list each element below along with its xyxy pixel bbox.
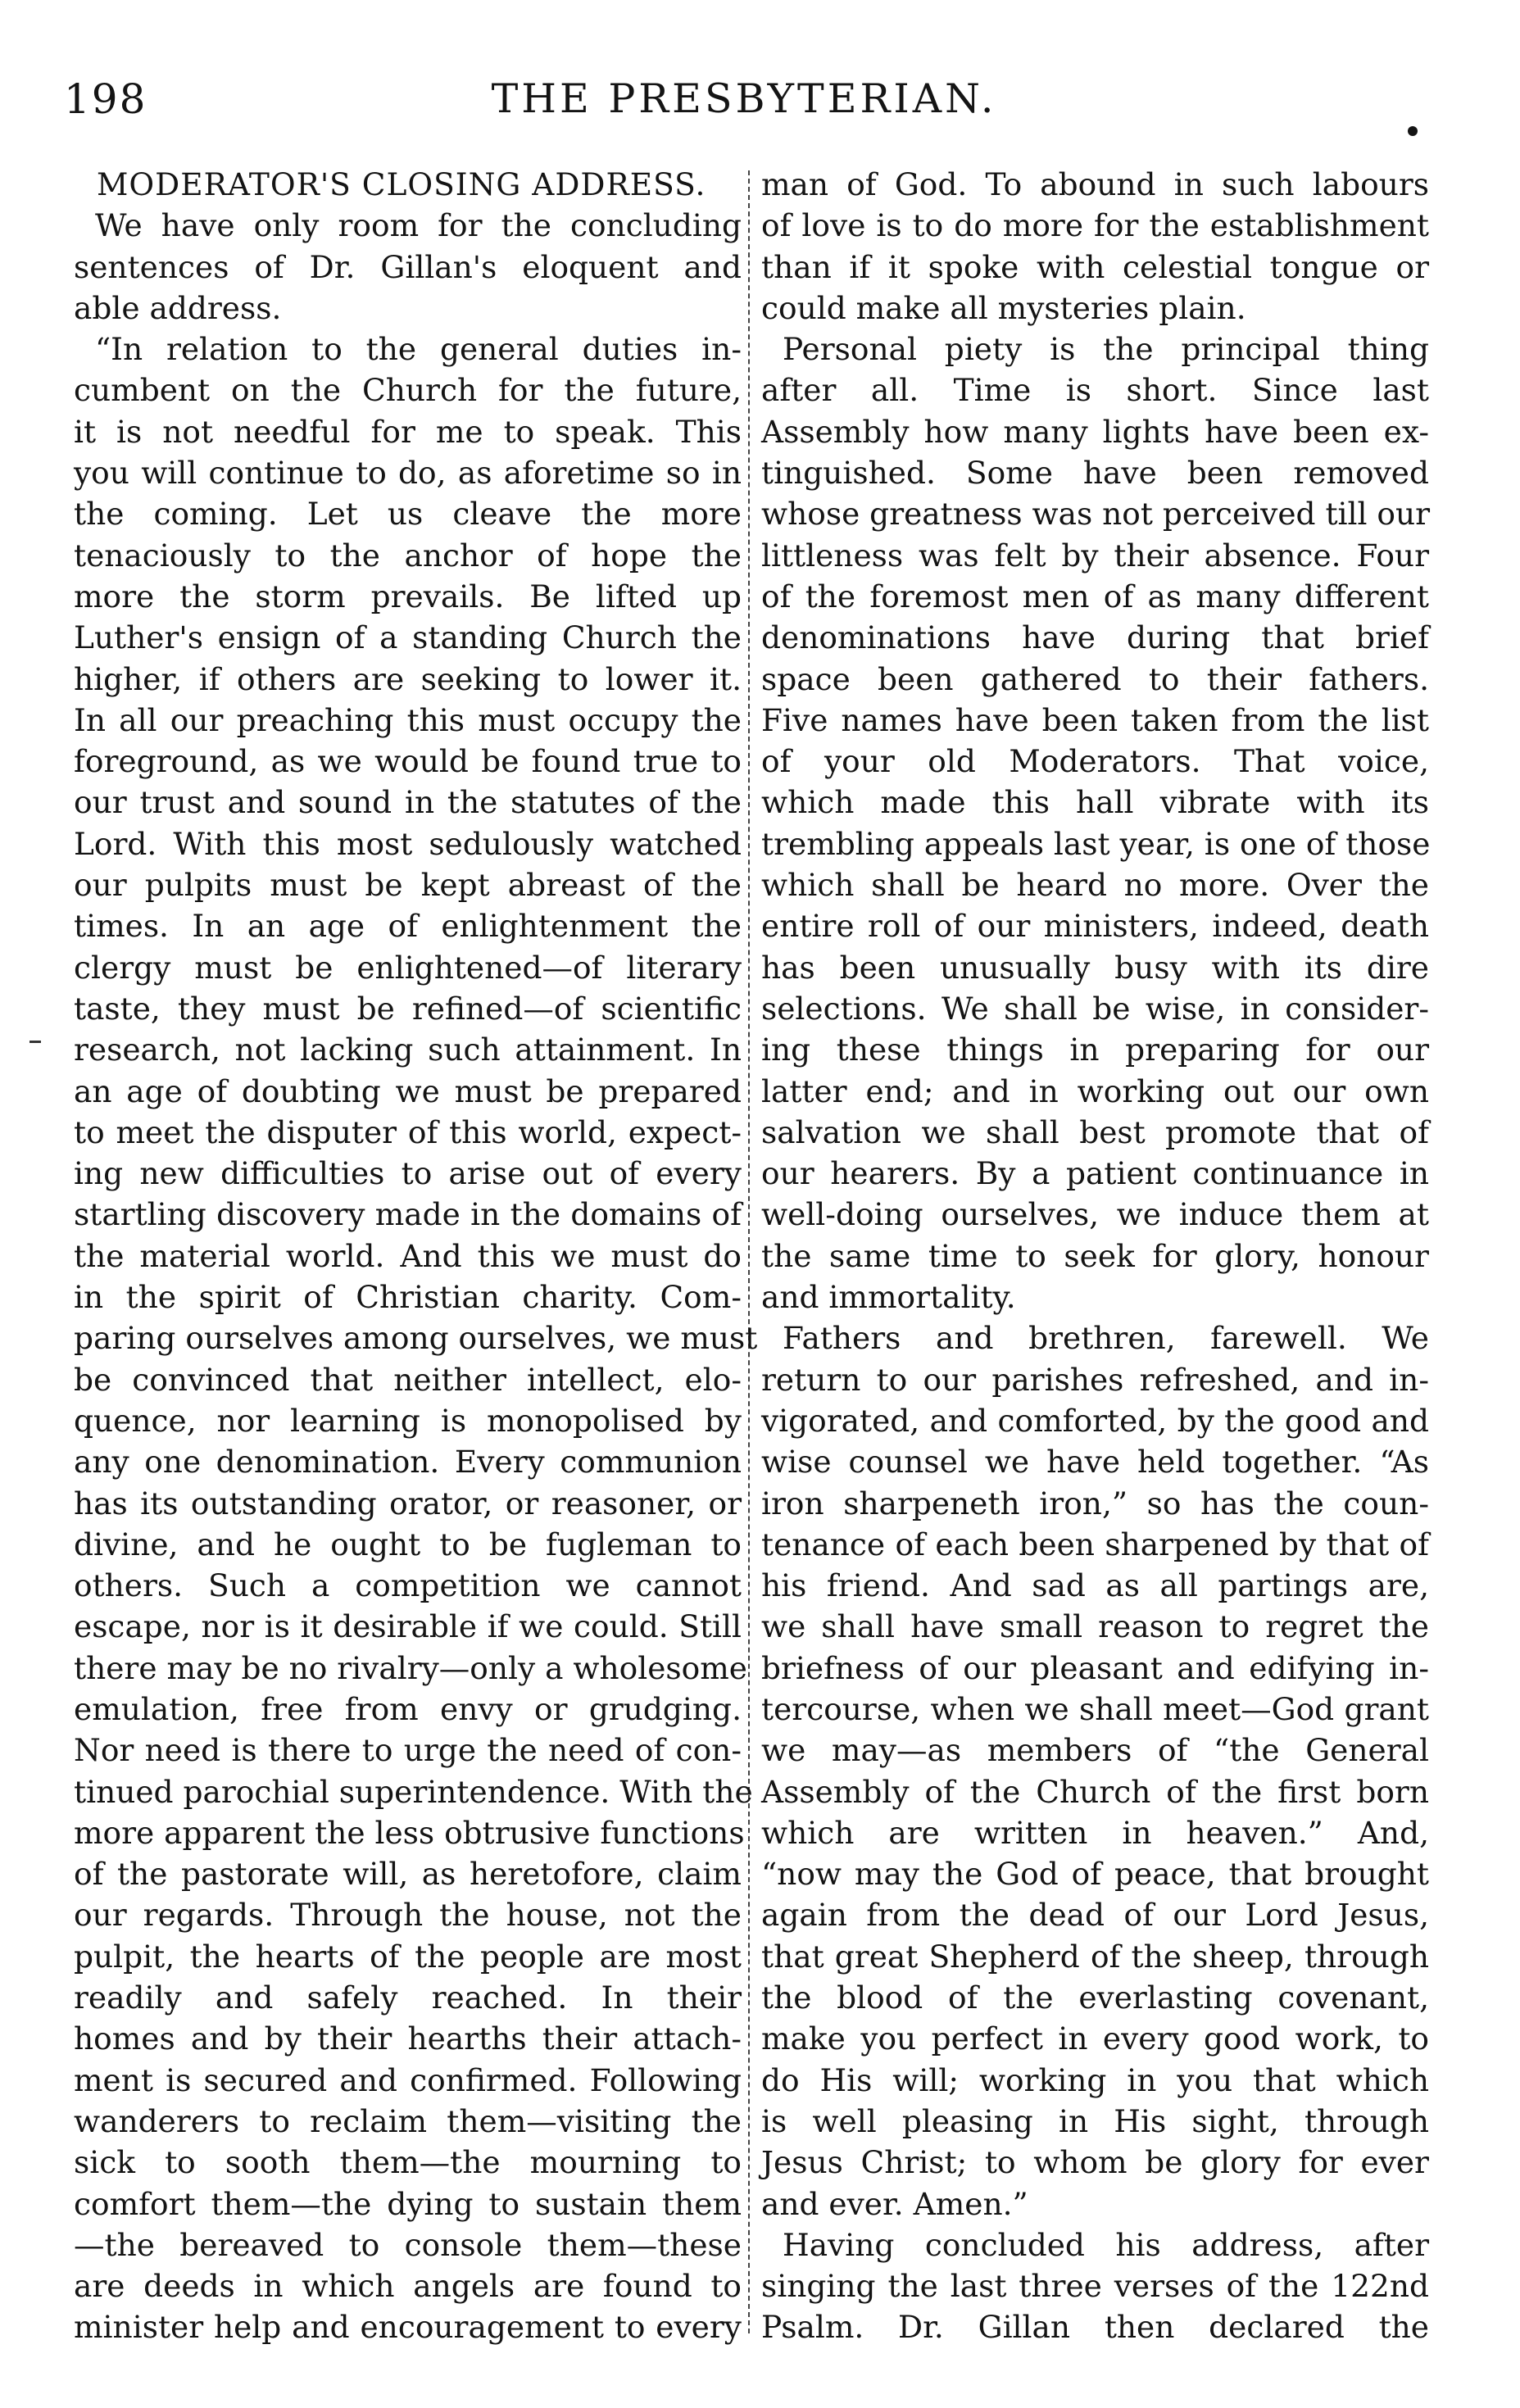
text-line: could make all mysteries plain. — [761, 289, 1246, 326]
text-line: it is not needful for me to speak. This — [74, 413, 742, 450]
text-line: which made this hall vibrate with its — [761, 784, 1429, 821]
text-line: well-doing ourselves, we induce them at — [761, 1196, 1429, 1233]
text-line: Fathers and brethren, farewell. We — [783, 1320, 1429, 1357]
text-line: make you perfect in every good work, to — [761, 2020, 1429, 2057]
text-line: research, not lacking such attainment. In — [74, 1032, 742, 1068]
text-line: more apparent the less obtrusive functions — [74, 1814, 745, 1851]
text-line: quence, nor learning is monopolised by — [74, 1402, 742, 1439]
text-line: are deeds in which angels are found to — [74, 2268, 742, 2305]
text-line: our regards. Through the house, not the — [74, 1897, 742, 1934]
text-line: sentences of Dr. Gillan's eloquent and — [74, 248, 742, 285]
text-line: “In relation to the general duties in- — [95, 331, 742, 368]
text-line: trembling appeals last year, is one of those — [761, 825, 1431, 862]
text-line: the blood of the everlasting covenant, — [761, 1979, 1429, 2016]
text-line: Psalm. Dr. Gillan then declared the — [761, 2309, 1429, 2346]
text-line: return to our parishes refreshed, and in- — [761, 1361, 1429, 1398]
text-line: has been unusually busy with its dire — [761, 949, 1429, 986]
text-line: selections. We shall be wise, in consider- — [761, 990, 1429, 1027]
text-line: vigorated, and comforted, by the good and — [761, 1402, 1429, 1439]
text-line: readily and safely reached. In their — [74, 1979, 742, 2016]
text-line: we may—as members of “the General — [761, 1732, 1429, 1769]
text-line: tinued parochial superintendence. With the — [74, 1773, 753, 1810]
text-line: entire roll of our ministers, indeed, death — [761, 908, 1429, 945]
text-line: you will continue to do, as aforetime so in — [74, 455, 742, 492]
text-line: homes and by their hearths their attach- — [74, 2020, 742, 2057]
text-line: of your old Moderators. That voice, — [761, 743, 1429, 780]
text-line: denominations have during that brief — [761, 619, 1429, 656]
text-line: singing the last three verses of the 122nd — [761, 2268, 1429, 2305]
text-line: any one denomination. Every communion — [74, 1444, 742, 1481]
text-line: wanderers to reclaim them—visiting the — [74, 2102, 742, 2139]
text-line: our hearers. By a patient continuance in — [761, 1155, 1429, 1192]
text-line: has its outstanding orator, or reasoner, or — [74, 1485, 742, 1521]
text-line: ing these things in preparing for our — [761, 1032, 1429, 1068]
text-line: do His will; working in you that which — [761, 2061, 1429, 2098]
text-line: pulpit, the hearts of the people are most — [74, 1938, 742, 1975]
text-line: Lord. With this most sedulously watched — [74, 825, 742, 862]
text-line: the coming. Let us cleave the more — [74, 496, 742, 533]
text-line: minister help and encouragement to every — [74, 2309, 742, 2346]
text-line: our pulpits must be kept abreast of the — [74, 867, 742, 904]
text-line: We have only room for the concluding — [95, 207, 742, 244]
text-line: times. In an age of enlightenment the — [74, 908, 742, 945]
text-line: wise counsel we have held together. “As — [761, 1444, 1429, 1481]
text-line: and ever. Amen.” — [761, 2185, 1028, 2222]
text-line: than if it spoke with celestial tongue or — [761, 248, 1429, 285]
text-line: ment is secured and confirmed. Following — [74, 2061, 742, 2098]
text-line: “now may the God of peace, that brought — [761, 1856, 1429, 1893]
text-line: startling discovery made in the domains of — [74, 1196, 742, 1233]
text-line: ing new difficulties to arise out of every — [74, 1155, 742, 1192]
column-divider — [748, 170, 750, 2333]
text-line: Personal piety is the principal thing — [783, 331, 1429, 368]
text-line: tenance of each been sharpened by that of — [761, 1526, 1429, 1562]
text-line: space been gathered to their fathers. — [761, 660, 1429, 697]
text-line: in the spirit of Christian charity. Com- — [74, 1279, 742, 1316]
text-line: comfort them—the dying to sustain them — [74, 2185, 742, 2222]
left-column — [74, 164, 758, 2348]
text-line: latter end; and in working out our own — [761, 1072, 1429, 1109]
text-line: we shall have small reason to regret the — [761, 1608, 1429, 1645]
text-line: able address. — [74, 289, 282, 326]
running-title: THE PRESBYTERIAN. — [491, 75, 997, 122]
text-line: higher, if others are seeking to lower it. — [74, 660, 742, 697]
text-line: —the bereaved to console them—these — [74, 2226, 742, 2263]
text-line: be convinced that neither intellect, elo- — [74, 1361, 742, 1398]
text-line: littleness was felt by their absence. Four — [761, 537, 1429, 574]
text-line: that great Shepherd of the sheep, through — [761, 1938, 1429, 1975]
text-line: after all. Time is short. Since last — [761, 372, 1429, 409]
text-line: clergy must be enlightened—of literary — [74, 949, 742, 986]
text-line: is well pleasing in His sight, through — [761, 2102, 1429, 2139]
page-number: 198 — [64, 75, 147, 123]
text-line: whose greatness was not perceived till our — [761, 496, 1431, 533]
text-line: Luther's ensign of a standing Church the — [74, 619, 742, 656]
text-line: others. Such a competition we cannot — [74, 1567, 742, 1604]
text-line: Five names have been taken from the list — [761, 701, 1429, 738]
text-line: which are written in heaven.” And, — [761, 1814, 1429, 1851]
text-line: foreground, as we would be found true to — [74, 743, 742, 780]
text-line: of love is to do more for the establishment — [761, 207, 1429, 244]
text-line: tenaciously to the anchor of hope the — [74, 537, 742, 574]
text-line: of the foremost men of as many different — [761, 578, 1429, 614]
text-line: escape, nor is it desirable if we could. Still — [74, 1608, 742, 1645]
text-line: Assembly how many lights have been ex- — [761, 413, 1429, 450]
text-line: divine, and he ought to be fugleman to — [74, 1526, 742, 1562]
text-line: tinguished. Some have been removed — [761, 455, 1429, 492]
text-line: the same time to seek for glory, honour — [761, 1237, 1429, 1274]
text-line: Nor need is there to urge the need of con- — [74, 1732, 742, 1769]
margin-mark — [29, 1041, 41, 1043]
text-line: again from the dead of our Lord Jesus, — [761, 1897, 1429, 1934]
text-line: of the pastorate will, as heretofore, claim — [74, 1856, 742, 1893]
text-line: emulation, free from envy or grudging. — [74, 1690, 742, 1727]
text-line: his friend. And sad as all partings are, — [761, 1567, 1429, 1604]
text-line: sick to sooth them—the mourning to — [74, 2144, 742, 2181]
section-heading: MODERATOR'S CLOSING ADDRESS. — [97, 166, 706, 202]
text-line: In all our preaching this must occupy the — [74, 701, 742, 738]
text-line: and immortality. — [761, 1279, 1016, 1316]
text-line: paring ourselves among ourselves, we must — [74, 1320, 758, 1357]
text-line: taste, they must be refined—of scientific — [74, 990, 742, 1027]
text-line: man of God. To abound in such labours — [761, 166, 1429, 202]
right-column — [761, 164, 1429, 2348]
text-line: briefness of our pleasant and edifying in- — [761, 1649, 1429, 1686]
ink-dot — [1408, 126, 1418, 136]
text-line: cumbent on the Church for the future, — [74, 372, 742, 409]
text-line: Jesus Christ; to whom be glory for ever — [761, 2144, 1429, 2181]
text-line: the material world. And this we must do — [74, 1237, 742, 1274]
text-line: an age of doubting we must be prepared — [74, 1072, 742, 1109]
page-header — [64, 75, 1424, 141]
text-line: tercourse, when we shall meet—God grant — [761, 1690, 1429, 1727]
text-line: to meet the disputer of this world, expect- — [74, 1113, 742, 1150]
text-line: which shall be heard no more. Over the — [761, 867, 1429, 904]
text-line: Having concluded his address, after — [783, 2226, 1429, 2263]
text-line: there may be no rivalry—only a wholesome — [74, 1649, 747, 1686]
text-line: iron sharpeneth iron,” so has the coun- — [761, 1485, 1429, 1521]
text-line: Assembly of the Church of the first born — [761, 1773, 1429, 1810]
text-line: salvation we shall best promote that of — [761, 1113, 1429, 1150]
text-line: more the storm prevails. Be lifted up — [74, 578, 742, 614]
text-line: our trust and sound in the statutes of the — [74, 784, 742, 821]
